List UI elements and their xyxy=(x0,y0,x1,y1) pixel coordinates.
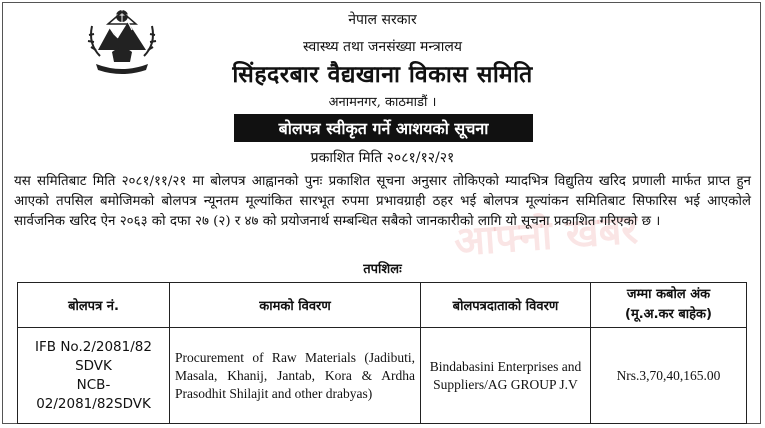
header-amount-line1: जम्मा कबोल अंक xyxy=(626,287,711,302)
work-description-cell: Procurement of Raw Materials (Jadibuti, Masala, Khanij, Jantab, Kora & Ardha Prasodhit Shilajit and other drabyas) xyxy=(170,328,421,424)
bid-table xyxy=(17,282,747,424)
organization-address: अनामनगर, काठमाडौं । xyxy=(328,95,437,110)
government-name: नेपाल सरकार xyxy=(348,12,417,28)
table-row xyxy=(18,328,747,424)
header-bid-number: बोलपत्र नं. xyxy=(18,283,170,328)
ministry-name: स्वास्थ्य तथा जनसंख्या मन्त्रालय xyxy=(303,39,462,55)
site-watermark: आफ्नो खबर xyxy=(452,206,640,266)
notice-title: बोलपत्र स्वीकृत गर्ने आशयको सूचना xyxy=(234,114,533,142)
table-header-row xyxy=(18,283,747,328)
header-amount-line2: (मू.अ.कर बाहेक) xyxy=(625,307,712,322)
header-bidder-details: बोलपत्रदाताको विवरण xyxy=(421,283,591,328)
bid-number-cell xyxy=(18,328,170,424)
amount-cell: Nrs.3,70,40,165.00 xyxy=(591,328,747,424)
bid-ref-line1: IFB No.2/2081/82 xyxy=(35,338,152,355)
notice-paragraph: यस समितिबाट मिति २०८१/११/२१ मा बोलपत्र आह्वानको पुनः प्रकाशित सूचना अनुसार तोकिएको म्यादभित्र विद्युतिय खरिद प्रणाली मार्फत प्राप्त हुन आएको तपसिल बमोजिमको बोलपत्र न्यूनतम मूल्यांकित सारभूत रुपमा प्रभावग्राही ठहर भई बोलपत्र मूल्यांकन समितिबाट सिफारिस भई आएकोले सार्वजनिक खरिद ऐन २०६३ को दफा २७ (२) र ४७ को प्रयोजनार्थ सम्बन्धित सबैको जानकारीको लागि यो सूचना प्रकाशित गरिएको छ । xyxy=(14,174,751,229)
organization-name: सिंहदरबार वैद्यखाना विकास समिति xyxy=(232,61,533,88)
bidder-cell: Bindabasini Enterprises and Suppliers/AG GROUP J.V xyxy=(421,328,591,424)
schedule-label: तपशिलः xyxy=(363,262,402,277)
header-work-description: कामको विवरण xyxy=(170,283,421,328)
published-date: प्रकाशित मिति २०८१/१२/२१ xyxy=(310,150,455,166)
bid-ref-line3: NCB-02/2081/82SDVK xyxy=(36,376,151,412)
header-total-amount xyxy=(591,283,747,328)
bid-ref-line2: SDVK xyxy=(75,357,112,374)
